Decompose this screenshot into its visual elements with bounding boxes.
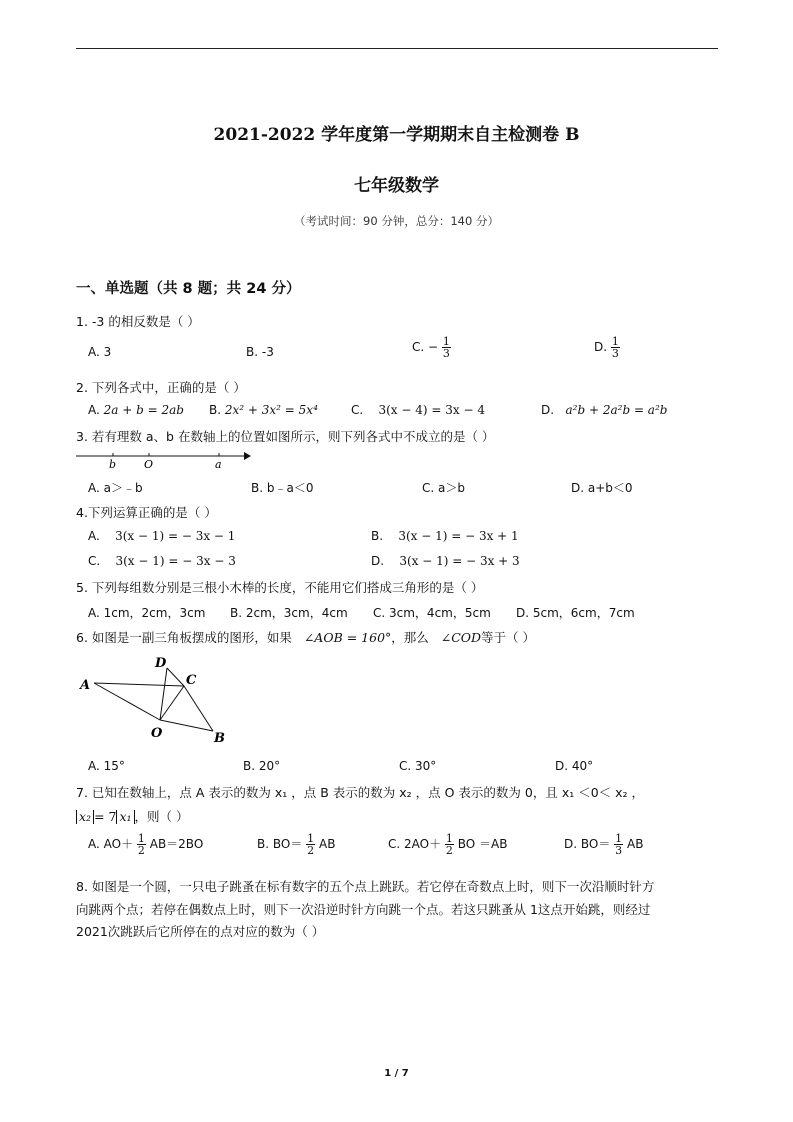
q2-stem: 2. 下列各式中，正确的是（ ） <box>76 380 246 395</box>
q8-stem-line3: 2021次跳跃后它所停在的点对应的数为（ ） <box>76 924 325 939</box>
q1-option-b: B. -3 <box>246 345 274 359</box>
q3-label-o: O <box>144 458 154 471</box>
q2-option-c: C. 3(x − 4) = 3x − 4 <box>351 403 485 417</box>
q6-point-a: A <box>80 678 91 693</box>
q6-stem: 6. 如图是一副三角板摆成的图形，如果 ∠AOB = 160°，那么 ∠COD等于（ ） <box>76 630 536 645</box>
q8-stem-line1: 8. 如图是一个圆，一只电子跳蚤在标有数字的五个点上跳跃。若它停在奇数点上时，则下一次沿顺时针方 <box>76 879 655 894</box>
q6-option-d: D. 40° <box>555 759 594 773</box>
section-heading: 一、单选题（共 8 题；共 24 分） <box>76 281 301 297</box>
q3-stem: 3. 若有理数 a、b 在数轴上的位置如图所示，则下列各式中不成立的是（ ） <box>76 429 495 444</box>
q3-option-b: B. b﹣a＜0 <box>251 481 314 495</box>
q5-option-c: C. 3cm，4cm，5cm <box>373 606 491 620</box>
q3-number-line <box>76 448 251 472</box>
q5-option-a: A. 1cm，2cm，3cm <box>88 606 206 620</box>
q1-stem: 1. -3 的相反数是（ ） <box>76 314 200 329</box>
q1-option-c <box>412 336 451 359</box>
q4-stem: 4.下列运算正确的是（ ） <box>76 505 217 520</box>
q6-option-a: A. 15° <box>88 759 125 773</box>
q7-option-b: B. BO＝ $\frac{1}{2}$ AB <box>257 832 336 857</box>
q7-option-c: C. 2AO＋ $\frac{1}{2}$ BO ＝AB <box>388 832 508 857</box>
q7-stem-line2: x₂ = 7 x₁ ，则（ ） <box>76 807 189 825</box>
q4-option-c: C. 3(x − 1) = − 3x − 3 <box>88 554 236 568</box>
q1-option-d-fraction: $\frac{1}{3}$ <box>611 335 619 360</box>
q1-option-c-fraction: $\frac{1}{3}$ <box>442 335 450 360</box>
q4-option-b: B. 3(x − 1) = − 3x + 1 <box>371 529 519 543</box>
q7-option-d: D. BO＝ $\frac{1}{3}$ AB <box>564 832 644 857</box>
q3-option-c: C. a＞b <box>422 481 465 495</box>
page-number: 1 / 7 <box>384 1068 409 1079</box>
q3-option-a: A. a＞﹣b <box>88 481 143 495</box>
q6-point-c: C <box>186 673 197 688</box>
q1-option-d-label: D. <box>594 340 608 354</box>
q3-label-a: a <box>215 458 222 471</box>
q5-option-b: B. 2cm，3cm，4cm <box>230 606 348 620</box>
q5-option-d: D. 5cm，6cm，7cm <box>516 606 635 620</box>
header-rule <box>76 48 718 49</box>
q4-option-a: A. 3(x − 1) = − 3x − 1 <box>88 529 236 543</box>
q1-option-d <box>594 336 620 359</box>
q2-option-d: D. a²b + 2a²b = a²b <box>541 403 668 417</box>
exam-title: 2021-2022 学年度第一学期期末自主检测卷 B <box>213 125 580 145</box>
exam-subtitle: 七年级数学 <box>354 176 439 196</box>
q3-label-b: b <box>109 458 117 471</box>
q2-option-a: A. 2a + b = 2ab <box>88 403 184 417</box>
q6-point-b: B <box>214 731 225 744</box>
q2-option-b: B. 2x² + 3x² = 5x⁴ <box>209 403 318 417</box>
q8-stem-line2: 向跳两个点；若停在偶数点上时，则下一次沿逆时针方向跳一个点。若这只跳蚤从 1这点开始跳，则经过 <box>76 902 651 917</box>
q7-abs-x1: x₁ <box>116 810 134 824</box>
q7-abs-x2: x₂ <box>76 810 94 824</box>
q7-option-a: A. AO＋ $\frac{1}{2}$ AB＝2BO <box>88 832 204 857</box>
q4-option-d: D. 3(x − 1) = − 3x + 3 <box>371 554 520 568</box>
q6-triangle-figure <box>76 652 236 744</box>
q6-option-b: B. 20° <box>243 759 281 773</box>
q3-option-d: D. a+b＜0 <box>571 481 633 495</box>
q6-option-c: C. 30° <box>399 759 437 773</box>
q5-stem: 5. 下列每组数分别是三根小木棒的长度，不能用它们搭成三角形的是（ ） <box>76 580 484 595</box>
exam-info: （考试时间：90 分钟，总分：140 分） <box>294 214 499 228</box>
q7-stem-line1: 7. 已知在数轴上，点 A 表示的数为 x₁ ，点 B 表示的数为 x₂ ，点 O 表示的数为 0，且 x₁ ＜0＜ x₂ ， <box>76 785 645 800</box>
q1-option-c-label: C. − <box>412 340 439 354</box>
q1-option-a: A. 3 <box>88 345 112 359</box>
q6-point-o: O <box>151 726 163 741</box>
q6-point-d: D <box>155 656 167 671</box>
